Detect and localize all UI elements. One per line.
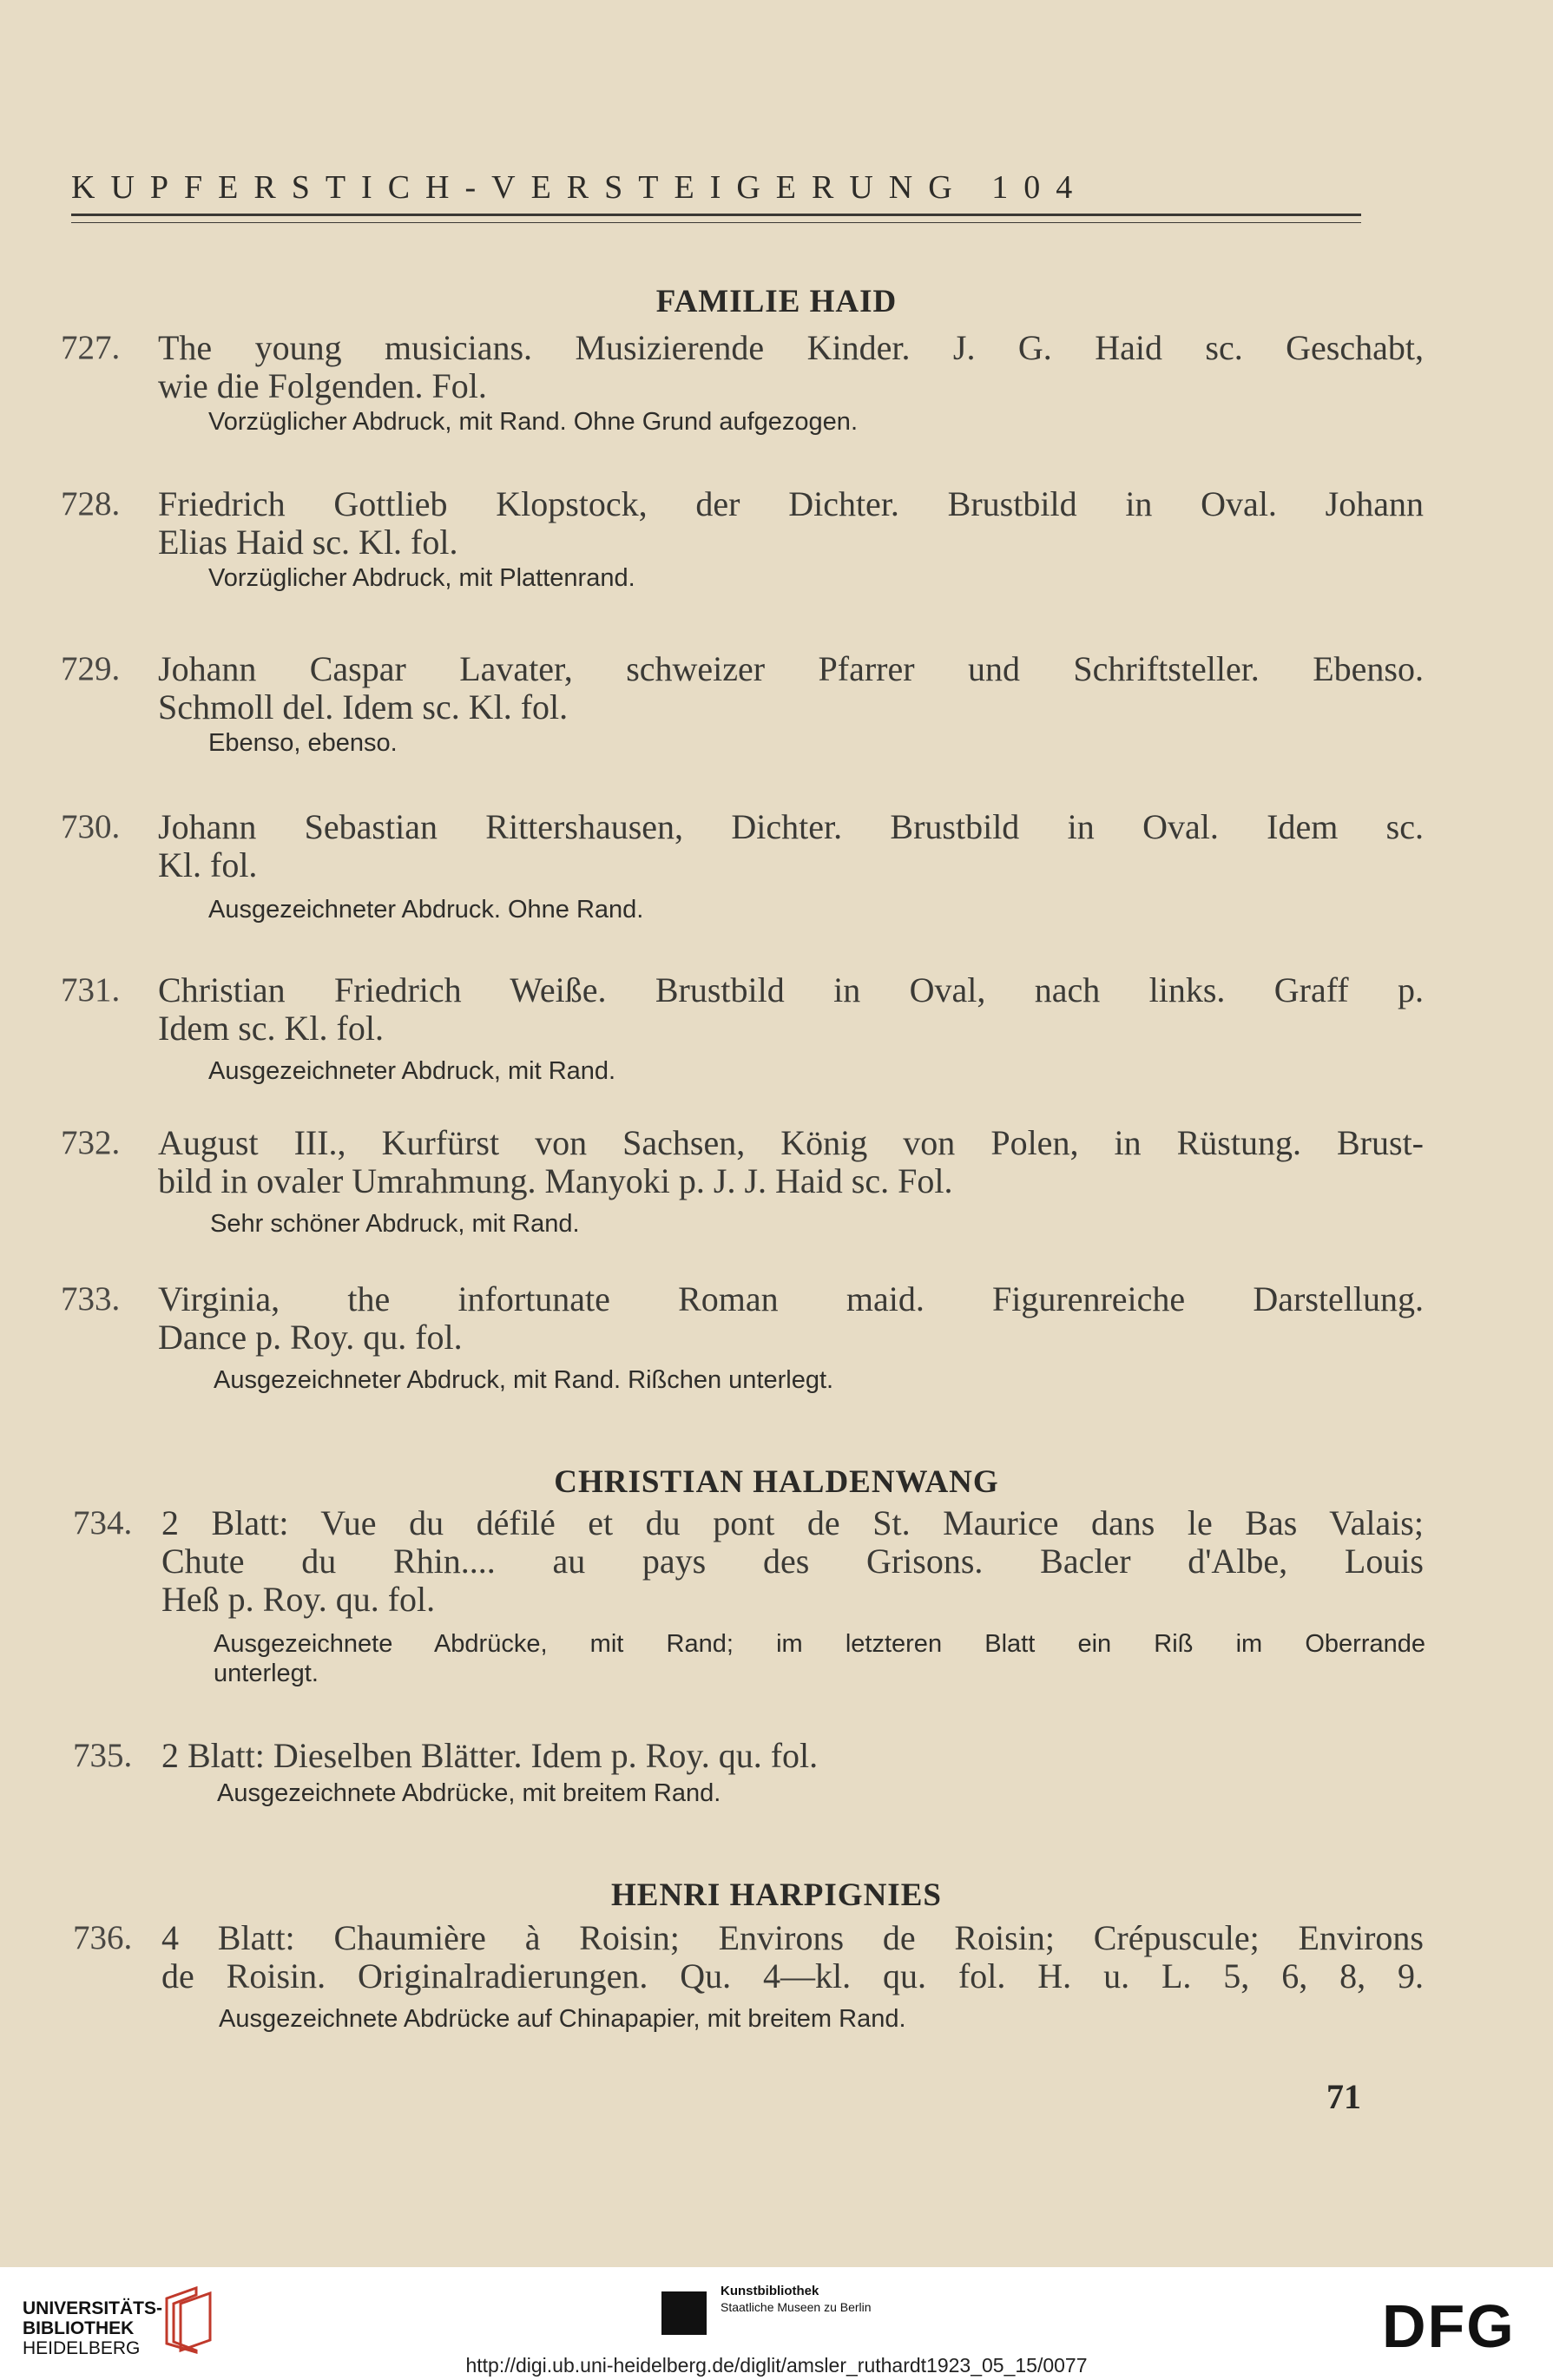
entry-text-line: Schmoll del. Idem sc. Kl. fol.: [158, 687, 569, 726]
entry-number: 730.: [61, 808, 121, 845]
entry-note: Vorzüglicher Abdruck, mit Rand. Ohne Grund aufgezogen.: [208, 408, 858, 436]
entry-number: 729.: [61, 650, 121, 687]
entry-text-line: Dance p. Roy. qu. fol.: [158, 1318, 463, 1357]
source-url-link[interactable]: http://digi.ub.uni-heidelberg.de/diglit/amsler_ruthardt1923_05_15/0077: [465, 2354, 1088, 2377]
entry-text-line: Johann Sebastian Rittershausen, Dichter. Brustbild in Oval. Idem sc.: [158, 807, 1424, 846]
kunstbibliothek-credit[interactable]: [721, 2283, 872, 2316]
entry-number: 733.: [61, 1280, 121, 1318]
entry-note: Ausgezeichnete Abdrücke auf Chinapapier, mit breitem Rand.: [219, 2005, 906, 2033]
entry-text-line: Kl. fol.: [158, 845, 258, 884]
header-rule-thin: [71, 222, 1361, 223]
ub-heidelberg-logo-icon: [161, 2286, 215, 2354]
entry-number: 736.: [73, 1919, 133, 1956]
entry-note: Vorzüglicher Abdruck, mit Plattenrand.: [208, 564, 635, 592]
page-number: 71: [1326, 2077, 1361, 2116]
entry-text-line: Friedrich Gottlieb Klopstock, der Dichter. Brustbild in Oval. Johann: [158, 484, 1424, 523]
entry-text-line: The young musicians. Musizierende Kinder. J. G. Haid sc. Geschabt,: [158, 328, 1424, 367]
entry-text-line: Johann Caspar Lavater, schweizer Pfarrer und Schriftsteller. Ebenso.: [158, 649, 1424, 688]
ub-line: BIBLIOTHEK: [23, 2318, 135, 2338]
entry-text-line: Idem sc. Kl. fol.: [158, 1009, 384, 1048]
running-head: KUPFERSTICH-VERSTEIGERUNG 104: [71, 169, 1089, 206]
header-rule-thick: [71, 214, 1361, 216]
entry-text-line: bild in ovaler Umrahmung. Manyoki p. J. J. Haid sc. Fol.: [158, 1161, 953, 1200]
entry-text-line: de Roisin. Originalradierungen. Qu. 4—kl. qu. fol. H. u. L. 5, 6, 8, 9.: [161, 1956, 1424, 1995]
entry-note: Ebenso, ebenso.: [208, 729, 398, 757]
entry-text-line: Chute du Rhin.... au pays des Grisons. Bacler d'Albe, Louis: [161, 1542, 1424, 1581]
entry-text-line: Virginia, the infortunate Roman maid. Figurenreiche Darstellung.: [158, 1279, 1424, 1318]
kb-line: Staatliche Museen zu Berlin: [721, 2300, 872, 2314]
entry-text-line: August III., Kurfürst von Sachsen, König von Polen, in Rüstung. Brust-: [158, 1123, 1424, 1162]
entry-note: unterlegt.: [214, 1660, 319, 1687]
entry-note: Ausgezeichneter Abdruck, mit Rand. Rißchen unterlegt.: [214, 1366, 834, 1394]
entry-text-line: Elias Haid sc. Kl. fol.: [158, 523, 458, 562]
entry-text-line: 2 Blatt: Vue du défilé et du pont de St. Maurice dans le Bas Valais;: [161, 1503, 1424, 1542]
entry-text-line: 4 Blatt: Chaumière à Roisin; Environs de Roisin; Crépuscule; Environs: [161, 1918, 1424, 1957]
entry-text-line: 2 Blatt: Dieselben Blätter. Idem p. Roy. qu. fol.: [161, 1736, 819, 1775]
entry-text-line: wie die Folgenden. Fol.: [158, 366, 487, 405]
section-title-henri-harpignies: HENRI HARPIGNIES: [611, 1877, 942, 1913]
entry-number: 732.: [61, 1124, 121, 1161]
ub-line: HEIDELBERG: [23, 2338, 141, 2358]
entry-note: Ausgezeichneter Abdruck. Ohne Rand.: [208, 896, 644, 924]
entry-note: Ausgezeichnete Abdrücke, mit Rand; im letzteren Blatt ein Riß im Oberrande: [214, 1630, 1425, 1658]
entry-text-line: Christian Friedrich Weiße. Brustbild in Oval, nach links. Graff p.: [158, 970, 1424, 1009]
entry-number: 734.: [73, 1504, 133, 1542]
entry-note: Ausgezeichneter Abdruck, mit Rand.: [208, 1057, 616, 1085]
entry-number: 735.: [73, 1737, 133, 1774]
entry-note: Ausgezeichnete Abdrücke, mit breitem Rand.: [217, 1779, 721, 1807]
entry-number: 731.: [61, 971, 121, 1009]
entry-number: 728.: [61, 485, 121, 523]
ub-heidelberg-logo-text[interactable]: [23, 2298, 162, 2358]
entry-note: Sehr schöner Abdruck, mit Rand.: [210, 1210, 580, 1238]
dfg-logo[interactable]: DFG: [1382, 2292, 1516, 2360]
entry-text-line: Heß p. Roy. qu. fol.: [161, 1580, 436, 1619]
section-title-familie-haid: FAMILIE HAID: [655, 284, 898, 319]
kunstbibliothek-logo-icon: [661, 2291, 707, 2335]
ub-line: UNIVERSITÄTS-: [23, 2298, 163, 2318]
kb-line: Kunstbibliothek: [721, 2284, 819, 2298]
section-title-christian-haldenwang: CHRISTIAN HALDENWANG: [554, 1464, 999, 1500]
entry-number: 727.: [61, 329, 121, 366]
